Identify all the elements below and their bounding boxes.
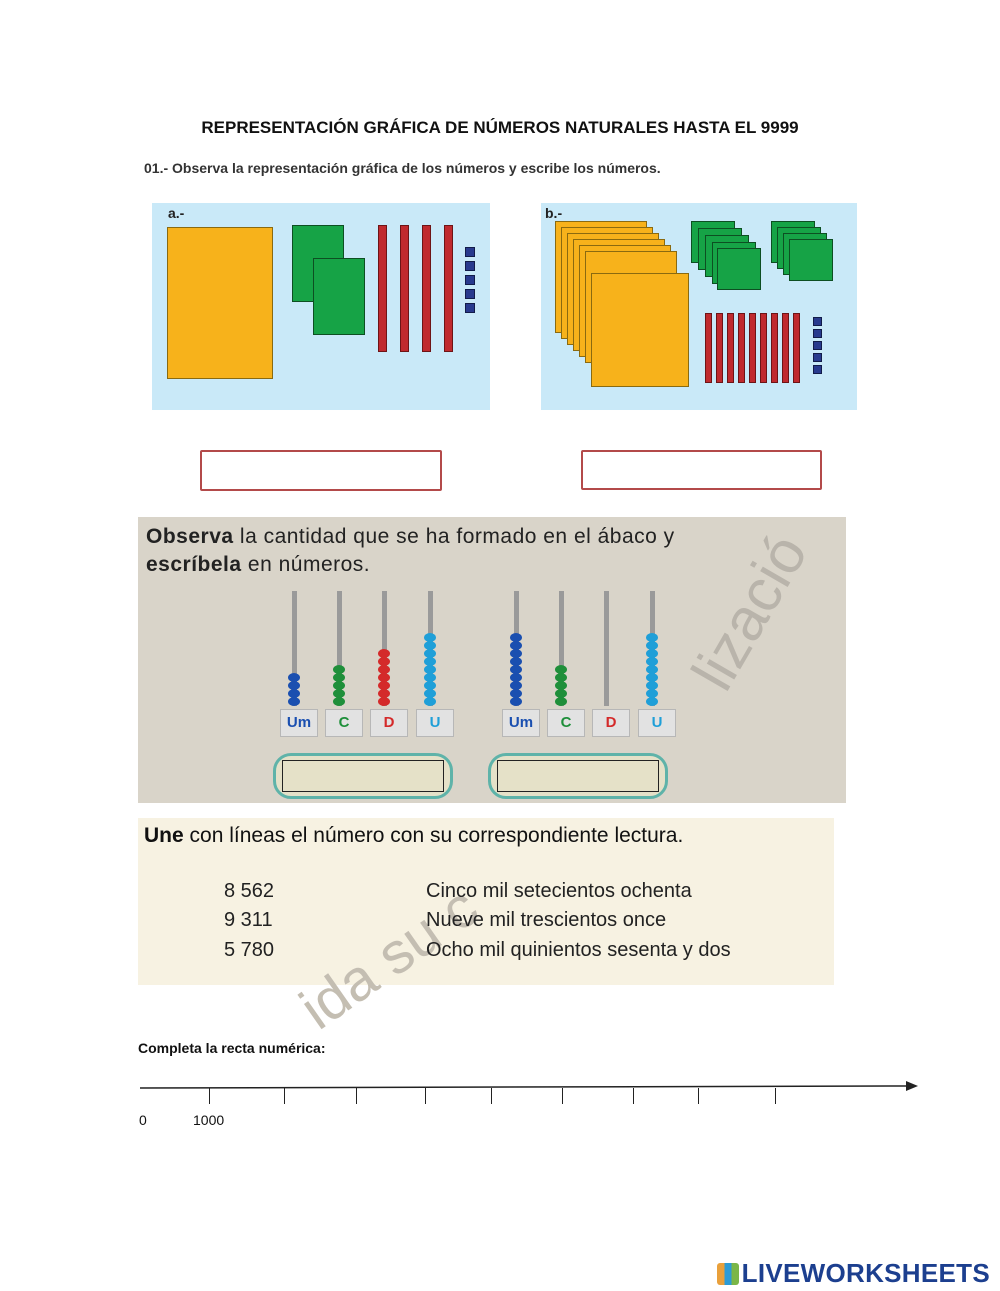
abacus-bead (510, 641, 522, 650)
abacus-bead (378, 681, 390, 690)
abacus-bead (510, 681, 522, 690)
abacus-bead (510, 649, 522, 658)
ten-rod (727, 313, 734, 383)
abacus-instruction (146, 523, 840, 579)
abacus-bead (646, 689, 658, 698)
unit-cube (813, 317, 822, 326)
abacus-bead (333, 681, 345, 690)
match-instruction-bold: Une (144, 824, 184, 847)
unit-cube (465, 275, 475, 285)
unit-cube (813, 329, 822, 338)
abacus-bead (333, 665, 345, 674)
number-line-tick (491, 1088, 492, 1104)
exercise-1-instruction: 01.- Observa la representación gráfica de los números y escribe los números. (144, 160, 661, 176)
number-line-tick (698, 1088, 699, 1104)
number-line-label-0: 0 (139, 1112, 147, 1128)
abacus-bead (424, 641, 436, 650)
abacus-bead (288, 681, 300, 690)
abacus-label-u: U (638, 709, 676, 737)
unit-cube (465, 261, 475, 271)
match-number[interactable]: 9 311 (224, 909, 273, 931)
ten-rod (771, 313, 778, 383)
abacus-instruction-bold: Observa (146, 525, 234, 548)
panel-b-label: b.- (545, 205, 563, 221)
panel-a (152, 203, 490, 410)
ten-rod (705, 313, 712, 383)
abacus-bead (424, 633, 436, 642)
hundred-flat (313, 258, 365, 335)
number-line-tick (284, 1088, 285, 1104)
number-line-tick (775, 1088, 776, 1104)
abacus-section (138, 517, 846, 803)
unit-cube (813, 353, 822, 362)
hundred-flat (717, 248, 761, 290)
abacus-bead (555, 681, 567, 690)
ten-rod (400, 225, 409, 352)
match-instruction (144, 824, 683, 848)
abacus-bead (510, 657, 522, 666)
match-instruction-rest: con líneas el número con su correspondiente lectura. (183, 824, 684, 847)
brand-name: LIVEWORKSHEETS (741, 1258, 990, 1288)
abacus-bead (646, 633, 658, 642)
abacus-bead (646, 657, 658, 666)
abacus-label-d: D (370, 709, 408, 737)
abacus-bead (333, 689, 345, 698)
match-section (138, 818, 834, 1043)
unit-cube (465, 289, 475, 299)
abacus-bead (424, 689, 436, 698)
abacus-bead (424, 657, 436, 666)
unit-cube (465, 303, 475, 313)
number-line-instruction: Completa la recta numérica: (138, 1040, 326, 1056)
abacus-bead (288, 689, 300, 698)
abacus-label-c: C (547, 709, 585, 737)
abacus-bead (333, 673, 345, 682)
abacus-bead (378, 673, 390, 682)
abacus-bead (510, 665, 522, 674)
match-number[interactable]: 5 780 (224, 939, 275, 961)
abacus-bead (424, 697, 436, 706)
abacus-bead (288, 697, 300, 706)
panel-a-label: a.- (168, 205, 185, 221)
abacus-bead (424, 665, 436, 674)
abacus-bead (378, 665, 390, 674)
abacus-bead (555, 673, 567, 682)
abacus-bead (646, 649, 658, 658)
abacus-bead (424, 649, 436, 658)
abacus-label-um: Um (502, 709, 540, 737)
number-line-tick (633, 1088, 634, 1104)
abacus-answer-1-frame (273, 753, 453, 799)
ten-rod (716, 313, 723, 383)
thousand-block (591, 273, 689, 387)
match-reading[interactable]: Ocho mil quinientos sesenta y dos (426, 939, 731, 961)
abacus-bead (333, 697, 345, 706)
brand-logo (717, 1258, 990, 1289)
abacus-1 (268, 591, 458, 741)
ten-rod (738, 313, 745, 383)
abacus-label-d: D (592, 709, 630, 737)
hundred-flat (789, 239, 833, 281)
abacus-bead (646, 673, 658, 682)
ten-rod (378, 225, 387, 352)
abacus-label-c: C (325, 709, 363, 737)
abacus-bead (646, 665, 658, 674)
abacus-bead (424, 681, 436, 690)
watermark-text: ida su c (288, 874, 490, 1043)
panel-b (541, 203, 857, 410)
abacus-instruction2-bold: escríbela (146, 553, 242, 576)
ten-rod (782, 313, 789, 383)
number-line-tick (209, 1088, 210, 1104)
abacus-bead (555, 665, 567, 674)
abacus-answer-2-frame (488, 753, 668, 799)
abacus-bead (510, 697, 522, 706)
abacus-bead (510, 633, 522, 642)
unit-cube (465, 247, 475, 257)
ten-rod (422, 225, 431, 352)
abacus-bead (378, 689, 390, 698)
abacus-bead (510, 673, 522, 682)
ten-rod (760, 313, 767, 383)
number-line-tick (562, 1088, 563, 1104)
abacus-rod (604, 591, 609, 706)
watermark-text: lizació (678, 523, 821, 701)
number-line-tick (425, 1088, 426, 1104)
abacus-instruction2-rest: en números. (241, 553, 371, 576)
abacus-bead (424, 673, 436, 682)
abacus-bead (646, 641, 658, 650)
abacus-bead (378, 657, 390, 666)
unit-cube (813, 365, 822, 374)
match-number[interactable]: 8 562 (224, 880, 275, 902)
number-line-tick (356, 1088, 357, 1104)
answer-box-b[interactable] (581, 450, 822, 490)
abacus-answer-2[interactable] (497, 760, 659, 792)
page-title: REPRESENTACIÓN GRÁFICA DE NÚMEROS NATURALES HASTA EL 9999 (201, 118, 799, 137)
number-line-arrow-icon (906, 1081, 918, 1091)
number-line-label-1000: 1000 (193, 1112, 225, 1128)
match-reading[interactable]: Cinco mil setecientos ochenta (426, 880, 692, 902)
thousand-block (167, 227, 273, 379)
abacus-answer-1[interactable] (282, 760, 444, 792)
abacus-label-u: U (416, 709, 454, 737)
abacus-bead (555, 689, 567, 698)
abacus-bead (646, 681, 658, 690)
abacus-bead (288, 673, 300, 682)
abacus-label-um: Um (280, 709, 318, 737)
abacus-bead (378, 697, 390, 706)
ten-rod (749, 313, 756, 383)
number-line (138, 1078, 923, 1098)
ten-rod (793, 313, 800, 383)
number-line-axis (140, 1086, 908, 1088)
ten-rod (444, 225, 453, 352)
abacus-bead (646, 697, 658, 706)
abacus-bead (510, 689, 522, 698)
abacus-instruction-rest: la cantidad que se ha formado en el ábaco y (233, 525, 675, 548)
unit-cube (813, 341, 822, 350)
liveworksheets-logo-icon (717, 1263, 739, 1285)
answer-box-a[interactable] (200, 450, 442, 491)
abacus-bead (378, 649, 390, 658)
match-reading[interactable]: Nueve mil trescientos once (426, 909, 667, 931)
abacus-bead (555, 697, 567, 706)
abacus-2 (490, 591, 680, 741)
